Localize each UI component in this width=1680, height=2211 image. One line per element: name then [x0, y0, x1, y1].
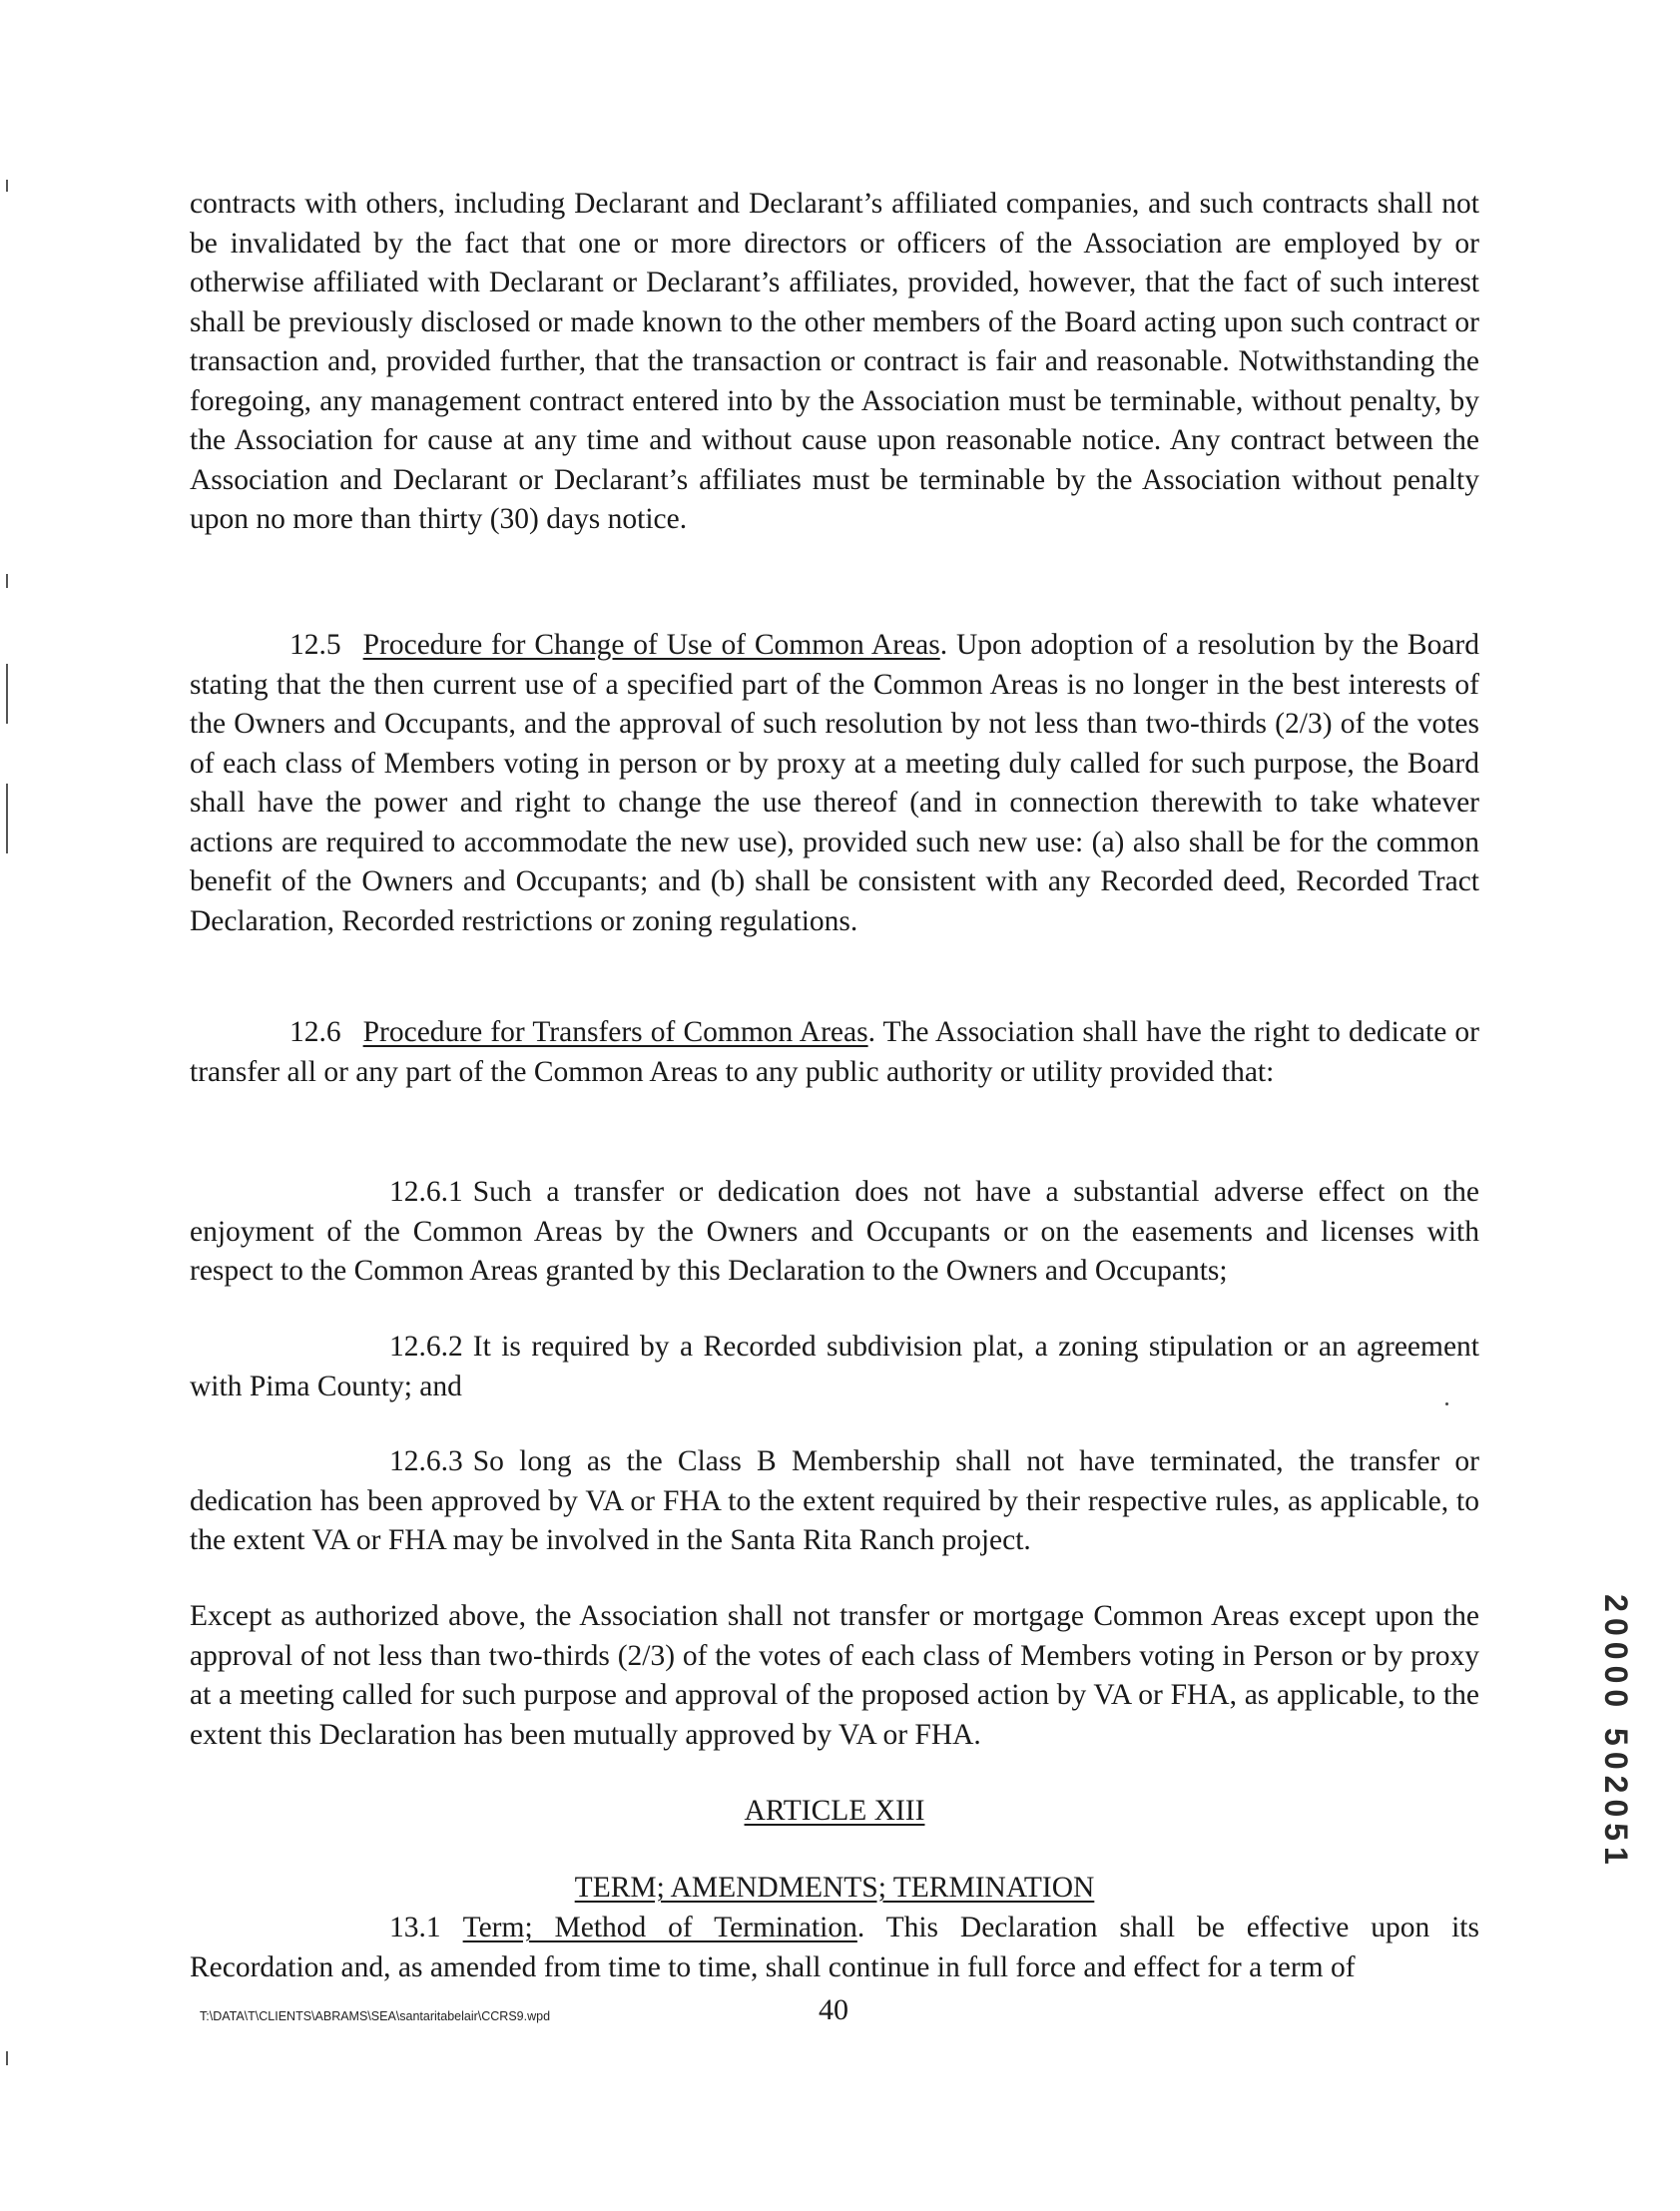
footer-file-path: T:\DATA\T\CLIENTS\ABRAMS\SEA\santaritabelair\CCRS9.wpd	[200, 2009, 551, 2023]
section-body: . Upon adoption of a resolution by the Board stating that the then current use of a specified part of the Common Areas is no longer in the best interests of the Owners and Occupants, and the approval of such resolution by not less than two-thirds (2/3) of the votes of each class of Members voting in person or by proxy at a meeting duly called for such purpose, the Board shall have the power and right to change the use thereof (and in connection therewith to take whatever actions are required to accommodate the new use), provided such new use: (a) also shall be for the common benefit of the Owners and Occupants; and (b) shall be consistent with any Recorded deed, Recorded Tract Declaration, Recorded restrictions or zoning regulations.	[190, 629, 1480, 937]
section-12-6-3	[190, 1442, 1479, 1561]
section-number: 12.6.3	[389, 1445, 463, 1477]
section-body: It is required by a Recorded subdivision plat, a zoning stipulation or an agreement with Pima County; and	[190, 1331, 1479, 1402]
paragraph-continued: contracts with others, including Declarant and Declarant’s affiliated companies, and such contracts shall not be invalidated by the fact that one or more directors or officers of the Association are employed by or otherwise affiliated with Declarant or Declarant’s affiliates, provided, however, that the fact of such interest shall be previously disclosed or made known to the other members of the Board acting upon such contract or transaction and, provided further, that the transaction or contract is fair and reasonable. Notwithstanding the foregoing, any management contract entered into by the Association must be terminable, without penalty, by the Association for cause at any time and without cause upon reasonable notice. Any contract between the Association and Declarant or Declarant’s affiliates must be terminable by the Association without penalty upon no more than thirty (30) days notice.	[190, 188, 1479, 535]
scan-mark	[6, 784, 8, 853]
recording-stamp-text: 20000 502051	[1597, 1593, 1634, 1871]
article-heading: ARTICLE XIII	[744, 1795, 925, 1827]
scan-mark	[6, 664, 8, 724]
section-number: 12.6.1	[389, 1176, 463, 1208]
recording-stamp	[1595, 1562, 1635, 1902]
section-body: . This Declaration shall be effective upon its Recordation and, as amended from time to time, shall continue in full force and effect for a term of	[190, 1912, 1479, 1983]
section-body: . The Association shall have the right to dedicate or transfer all or any part of the Common Areas to any public authority or utility provided that:	[190, 1016, 1479, 1088]
article-subheading: TERM; AMENDMENTS; TERMINATION	[574, 1872, 1095, 1904]
section-title: Term; Method of Termination	[462, 1912, 857, 1943]
section-number: 13.1	[389, 1912, 441, 1943]
section-12-6	[190, 1013, 1479, 1092]
section-title: Procedure for Transfers of Common Areas	[362, 1016, 868, 1048]
section-number: 12.5	[289, 629, 341, 661]
except-paragraph: Except as authorized above, the Association shall not transfer or mortgage Common Areas except upon the approval of not less than two-thirds (2/3) of the votes of each class of Members voting in Person or by proxy at a meeting called for such purpose and approval of the proposed action by VA or FHA, as applicable, to the extent this Declaration has been mutually approved by VA or FHA.	[190, 1600, 1479, 1751]
page-number: 40	[819, 1993, 848, 2026]
section-12-5	[190, 626, 1479, 941]
section-body: So long as the Class B Membership shall not have terminated, the transfer or dedication has been approved by VA or FHA to the extent required by their respective rules, as applicable, to the extent VA or FHA may be involved in the Santa Rita Ranch project.	[190, 1445, 1479, 1556]
section-12-6-2	[190, 1328, 1479, 1406]
scan-mark	[6, 574, 8, 588]
scan-mark	[6, 2051, 8, 2065]
section-12-6-1	[190, 1173, 1479, 1292]
section-title: Procedure for Change of Use of Common Areas	[362, 629, 940, 661]
section-body: Such a transfer or dedication does not have a substantial adverse effect on the enjoyment of the Common Areas by the Owners and Occupants or on the easements and licenses with respect to the Common Areas granted by this Declaration to the Owners and Occupants;	[190, 1176, 1479, 1287]
scan-mark	[6, 180, 8, 192]
section-number: 12.6	[289, 1016, 341, 1048]
section-number: 12.6.2	[389, 1331, 463, 1363]
section-13-1	[190, 1909, 1479, 1987]
